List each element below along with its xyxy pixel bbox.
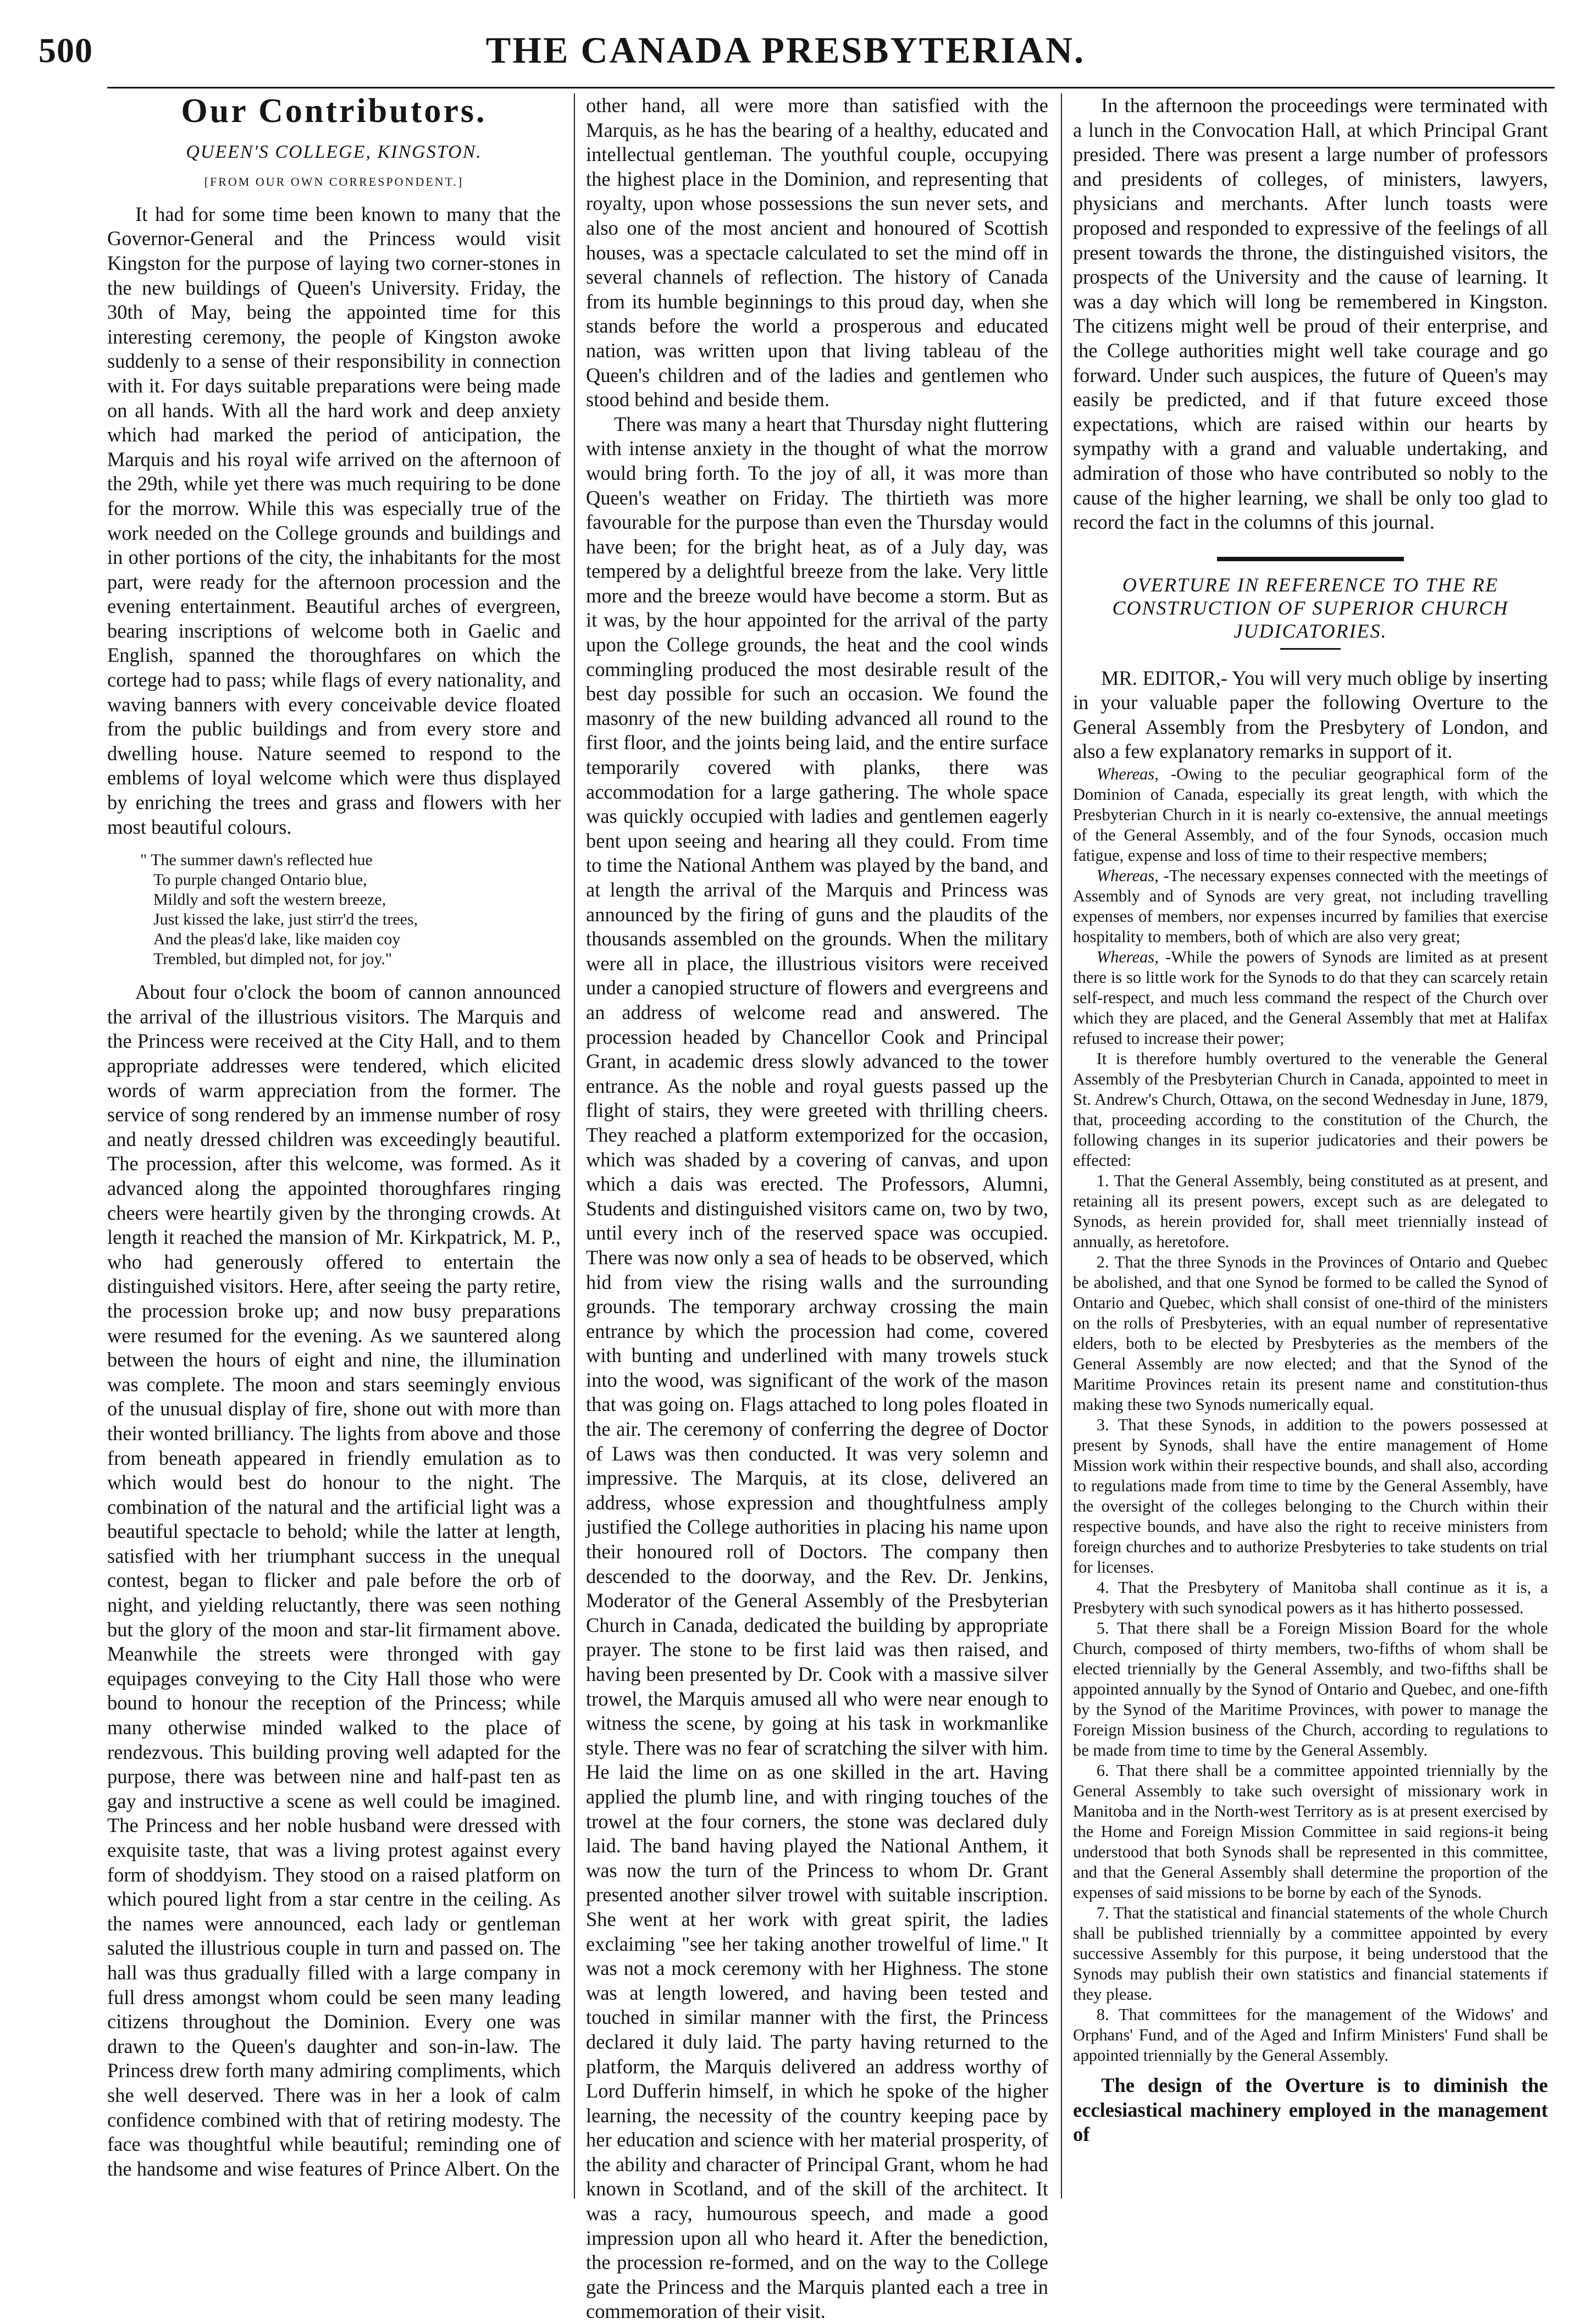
- overture-item: 7. That the statistical and financial statements of the whole Church shall be published triennially by a committee appointed by every successive Assembly for this purpose, it being understood that the Synods may publish their own statistics and financial statements if they please.: [1073, 1904, 1548, 2004]
- overture-item: 2. That the three Synods in the Provinces of Ontario and Quebec be abolished, and that one Synod be formed to be called the Synod of Ontario and Quebec, which shall consist of one-third of the ministers on the rolls of Presbyteries, with an equal number of representative elders, both to be elected by Presbyteries as the members of the General Assembly are now elected; and that the Synod of the Maritime Provinces retain its present name and constitution-thus making these two Synods numerically equal.: [1073, 1253, 1548, 1414]
- poem-line: " The summer dawn's reflected hue: [140, 851, 373, 870]
- overture-item: 6. That there shall be a committee appointed triennially by the General Assembly to take such oversight of missionary work in Manitoba and in the North-west Territory as is at present exercised by the Home and Foreign Mission Committee in said regions-it being understood that both Synods shall be represented in this committee, and that the General Assembly shall determine the proportion of the expenses of said missions to be borne by each of the Synods.: [1073, 1761, 1548, 1902]
- whereas-clause: [1073, 866, 1548, 947]
- overture-item: 5. That there shall be a Foreign Mission Board for the whole Church, composed of thirty members, two-fifths of whom shall be elected triennially by the General Assembly, and two-fifths shall be appointed annually by the Synod of Ontario and Quebec, and one-fifth by the Synod of the Maritime Provinces, with power to manage the Foreign Mission business of the Church, according to regulations to be made from time to time by the General Assembly.: [1073, 1619, 1548, 1760]
- masthead: THE CANADA PRESBYTERIAN.: [485, 29, 1086, 71]
- article-paragraph: About four o'clock the boom of cannon announced the arrival of the illustrious visitors. The Marquis and the Princess were received at the City Hall, and to them appropriate addresses were tendered, which elicited words of warm appreciation from the former. The service of song rendered by an immense number of rosy and neatly dressed children was exceedingly beautiful. The procession, after this welcome, was formed. As it advanced along the appointed thoroughfares ringing cheers were heartily given by the thronging crowds. At length it reached the mansion of Mr. Kirkpatrick, M. P., who had generously offered to entertain the distinguished visitors. Here, after seeing the party retire, the procession broke up; and now busy preparations were resumed for the evening. As we sauntered along between the hours of eight and nine, the illumination was complete. The moon and stars seemingly envious of the unusual display of fire, shone out with more than their wonted brilliancy. The lights from above and those from beneath appeared in friendly emulation as to which would best do honour to the night. The combination of the natural and the artificial light was a beautiful spectacle to behold; while the latter at length, satisfied with her triumphant success in the unequal contest, began to flicker and pale before the orb of night, and yielding reluctantly, there was seen nothing but the glory of the moon and star-lit firmament above. Meanwhile the streets were thronged with gay equipages conveying to the City Hall those who were bound to honour the reception of the Princess; while many otherwise minded walked to the place of rendezvous. This building proving well adapted for the purpose, there was between nine and half-past ten as gay and instructive a scene as well could be imagined. The Princess and her noble husband were dressed with exquisite taste, that was a living protest against every form of shoddyism. They stood on a raised platform on which poured light from a star centre in the ceiling. As the names were announced, each lady or gentleman saluted the illustrious couple in turn and passed on. The hall was thus gradually filled with a large company in full dress amongst whom could be seen many leading citizens throughout the Dominion. Every one was drawn to the Queen's daughter and son-in-law. The Princess drew forth many admiring compliments, which she well deserved. There was in her a look of calm confidence combined with that of retiring modesty. The face was thoughtful while beautiful; reminding one of the handsome and wise features of Prince Albert. On the: [107, 981, 561, 2180]
- poem-quote: [140, 850, 561, 969]
- title-rule: [1280, 648, 1341, 650]
- whereas-lead: Whereas,: [1096, 765, 1159, 784]
- overture-body: [1073, 764, 1548, 2066]
- section-heading: Our Contributors.: [181, 92, 487, 130]
- column-2: [586, 93, 1048, 2323]
- therefore-clause: It is therefore humbly overtured to the venerable the General Assembly of the Presbyterian Church in Canada, appointed to meet in St. Andrew's Church, Ottawa, on the second Wednesday in June, 1879, that, proceeding according to the constitution of the Church, the following changes in its superior judicatories and their powers be effected:: [1073, 1049, 1548, 1170]
- salutation: MR. EDITOR,: [1101, 666, 1221, 689]
- overture-intro: [1073, 666, 1548, 764]
- article-paragraph: In the afternoon the proceedings were terminated with a lunch in the Convocation Hall, at which Principal Grant presided. There was present a large number of professors and presidents of colleges, of ministers, lawyers, physicians and merchants. After lunch toasts were proposed and responded to expressive of the feelings of all present towards the throne, the distinguished visitors, the prospects of the University and the cause of learning. It was a day which will long be remembered in Kingston. The citizens might well be proud of their enterprise, and the College authorities might well take courage and go forward. Under such auspices, the future of Queen's may easily be predicted, and if that future exceed those expectations, which are raised within our hearts by sympathy with a grand and valuable undertaking, and admiration of those who have contributed so nobly to the cause of the higher learning, we shall be only too glad to record the fact in the columns of this journal.: [1073, 94, 1548, 534]
- intro-text: - You will very much oblige by inserting in your valuable paper the following Overture to the General Assembly from the Presbytery of London, and also a few explanatory remarks in support of it.: [1073, 666, 1548, 763]
- overture-title-line: OVERTURE IN REFERENCE TO THE RE: [1122, 573, 1499, 596]
- column-divider-1: [574, 93, 575, 2199]
- overture-item: 1. That the General Assembly, being constituted as at present, and retaining all its present powers, except such as are delegated to Synods, as herein provided for, shall meet triennially instead of annually, as heretofore.: [1073, 1171, 1548, 1252]
- article-paragraph: There was many a heart that Thursday night fluttering with intense anxiety in the thought of what the morrow would bring forth. To the joy of all, it was more than Queen's weather on Friday. The thirtieth was more favourable for the purpose than even the Thursday would have been; for the bright heat, as of a July day, was tempered by a delightful breeze from the lake. Very little more and the breeze would have become a storm. But as it was, by the hour appointed for the arrival of the party upon the College grounds, the heat and the cool winds commingling produced the most desirable result of the best day possible for such an occasion. We found the masonry of the new building advanced all round to the first floor, and the joints being laid, and the entire surface temporarily covered with planks, there was accommodation for a large gathering. The whole space was quickly occupied with ladies and gentlemen eagerly bent upon seeing and hearing all they could. From time to time the National Anthem was played by the band, and at length the arrival of the Marquis and Princess was announced by the firing of guns and the plaudits of the thousands assembled on the grounds. When the military were all in place, the illustrious visitors were received under a canopied structure of flowers and evergreens and an address of welcome read and answered. The procession headed by Chancellor Cook and Principal Grant, in academic dress slowly advanced to the tower entrance. As the noble and royal guests passed up the flight of stairs, they were greeted with thrilling cheers. They reached a platform extemporized for the occasion, which was shaded by a covering of canvas, and upon which a dais was erected. The Professors, Alumni, Students and distinguished visitors came on, two by two, until every inch of the reserved space was occupied. There was now only a sea of heads to be observed, which hid from view the rising walls and the surrounding grounds. The temporary archway crossing the main entrance by which the procession had come, covered with bunting and underlined with many trowels stuck into the wood, was significant of the work of the mason that was going on. Flags attached to long poles floated in the air. The ceremony of conferring the degree of Doctor of Laws was then conducted. It was very solemn and impressive. The Marquis, at its close, delivered an address, whose expression and thoughtfulness amply justified the College authorities in placing his name upon their honoured roll of Doctors. The company then descended to the doorway, and the Rev. Dr. Jenkins, Moderator of the General Assembly of the Presbyterian Church in Canada, dedicated the building by appropriate prayer. The stone to be first laid was then raised, and having been presented by Dr. Cook with a massive silver trowel, the Marquis amused all who were near enough to witness the scene, by going at his task in workmanlike style. There was no fear of scratching the silver with him. He laid the lime on as one skilled in the art. Having applied the plumb line, and with ringing touches of the trowel at the four corners, the stone was declared duly laid. The band having played the National Anthem, it was now the turn of the Princess to whom Dr. Grant presented another silver trowel with suitable inscription. She went at her work with great spirit, the ladies exclaiming "see her taking another trowelful of lime." It was not a mock ceremony with her Highness. The stone was at length lowered, and having been tested and touched in similar manner with the first, the Princess declared it duly laid. The party having returned to the platform, the Marquis delivered an address worthy of Lord Dufferin himself, in which he spoke of the higher learning, the necessity of the country keeping pace by her education and science with her material prosperity, of the ability and character of Principal Grant, whom he had known in Scotland, and of the skill of the architect. It was a racy, humourous speech, and made a good impression upon all who heard it. After the benediction, the procession re-formed, and on the way to the College gate the Princess and the Marquis planted each a tree in commemoration of their visit.: [586, 412, 1048, 2323]
- whereas-clause: [1073, 764, 1548, 866]
- poem-line: Mildly and soft the western breeze,: [153, 890, 386, 909]
- section-rule: [1217, 557, 1404, 561]
- whereas-lead: Whereas,: [1096, 948, 1159, 967]
- page-number: 500: [38, 31, 93, 70]
- column-divider-2: [1061, 93, 1062, 2199]
- column-3: [1073, 93, 1548, 2193]
- overture-title: [1073, 573, 1548, 643]
- header-rule: [107, 87, 1555, 88]
- poem-line: To purple changed Ontario blue,: [153, 871, 367, 889]
- overture-item: 3. That these Synods, in addition to the powers possessed at present by Synods, shall have the entire management of Home Mission work within their respective bounds, and shall also, according to regulations made from time to time by the General Assembly, have the oversight of the colleges belonging to the Church within their respective bounds, and have also the right to receive ministers from foreign churches and to authorize Presbyteries to take students on trial for licenses.: [1073, 1415, 1548, 1577]
- poem-line: Just kissed the lake, just stirr'd the trees,: [153, 910, 418, 929]
- column-1: [107, 93, 561, 2193]
- overture-item: 4. That the Presbytery of Manitoba shall continue as it is, a Presbytery with such synodical powers as it has hitherto possessed.: [1073, 1578, 1548, 1618]
- overture-item: 8. That committees for the management of the Widows' and Orphans' Fund, and of the Aged and Infirm Ministers' Fund shall be appointed triennially by the General Assembly.: [1073, 2005, 1548, 2065]
- whereas-text: -Owing to the peculiar geographical form of the Dominion of Canada, especially its great length, with which the Presbyterian Church in it is nearly co-extensive, the annual meetings of the General Assembly, and of the four Synods, occasion much fatigue, expense and loss of time to their respective members;: [1073, 765, 1548, 865]
- article-title: QUEEN'S COLLEGE, KINGSTON.: [186, 141, 482, 162]
- overture-title-line: CONSTRUCTION OF SUPERIOR CHURCH: [1112, 596, 1509, 619]
- whereas-text: -The necessary expenses connected with the meetings of Assembly and of Synods are very great, not including travelling expenses of members, nor expenses incurred by families that exercise hospitality to members, both of which are also very great;: [1073, 866, 1548, 947]
- whereas-lead: Whereas,: [1096, 866, 1159, 886]
- overture-closing: The design of the Overture is to diminish the ecclesiastical machinery employed in the management of: [1073, 2074, 1548, 2146]
- article-paragraph: It had for some time been known to many that the Governor-General and the Princess would visit Kingston for the purpose of laying two corner-stones in the new buildings of Queen's University. Friday, the 30th of May, being the appointed time for this interesting ceremony, the people of Kingston awoke suddenly to a sense of their responsibility in connection with it. For days suitable preparations were being made on all hands. With all the hard work and deep anxiety which had marked the period of anticipation, the Marquis and his royal wife arrived on the afternoon of the 29th, while yet there was much requiring to be done for the morrow. While this was especially true of the work needed on the College grounds and buildings and in other portions of the city, the inhabitants for the most part, were ready for the afternoon procession and the evening entertainment. Beautiful arches of evergreen, bearing inscriptions of welcome both in Gaelic and English, spanned the thoroughfares on which the cortege had to pass; while flags of every nationality, and waving banners with every conceivable device floated from the public buildings and from every store and dwelling house. Nature seemed to respond to the emblems of loyal welcome which were thus displayed by enriching the trees and grass and flowers with her most beautiful colours.: [107, 202, 561, 838]
- article-paragraph-continued: other hand, all were more than satisfied with the Marquis, as he has the bearing of a healthy, educated and intellectual gentleman. The youthful couple, occupying the highest place in the Dominion, and representing that royalty, upon whose possessions the sun never sets, and also one of the most ancient and honoured of Scottish houses, was a spectacle calculated to set the mind off in several channels of reflection. The history of Canada from its humble beginnings to this proud day, when she stands before the world a prosperous and educated nation, was written upon that living tableau of the Queen's children and of the ladies and gentlemen who stood behind and beside them.: [586, 94, 1048, 411]
- whereas-text: -While the powers of Synods are limited as at present there is so little work for the Synods to do that they can scarcely retain self-respect, and much less command the respect of the Church over which they are placed, and the General Assembly that met at Halifax refused to increase their power;: [1073, 948, 1548, 1048]
- article-byline: [FROM OUR OWN CORRESPONDENT.]: [204, 175, 464, 189]
- overture-title-line: JUDICATORIES.: [1233, 619, 1387, 642]
- whereas-clause: [1073, 947, 1548, 1049]
- poem-line: And the pleas'd lake, like maiden coy: [153, 930, 401, 949]
- poem-line: Trembled, but dimpled not, for joy.": [153, 950, 392, 969]
